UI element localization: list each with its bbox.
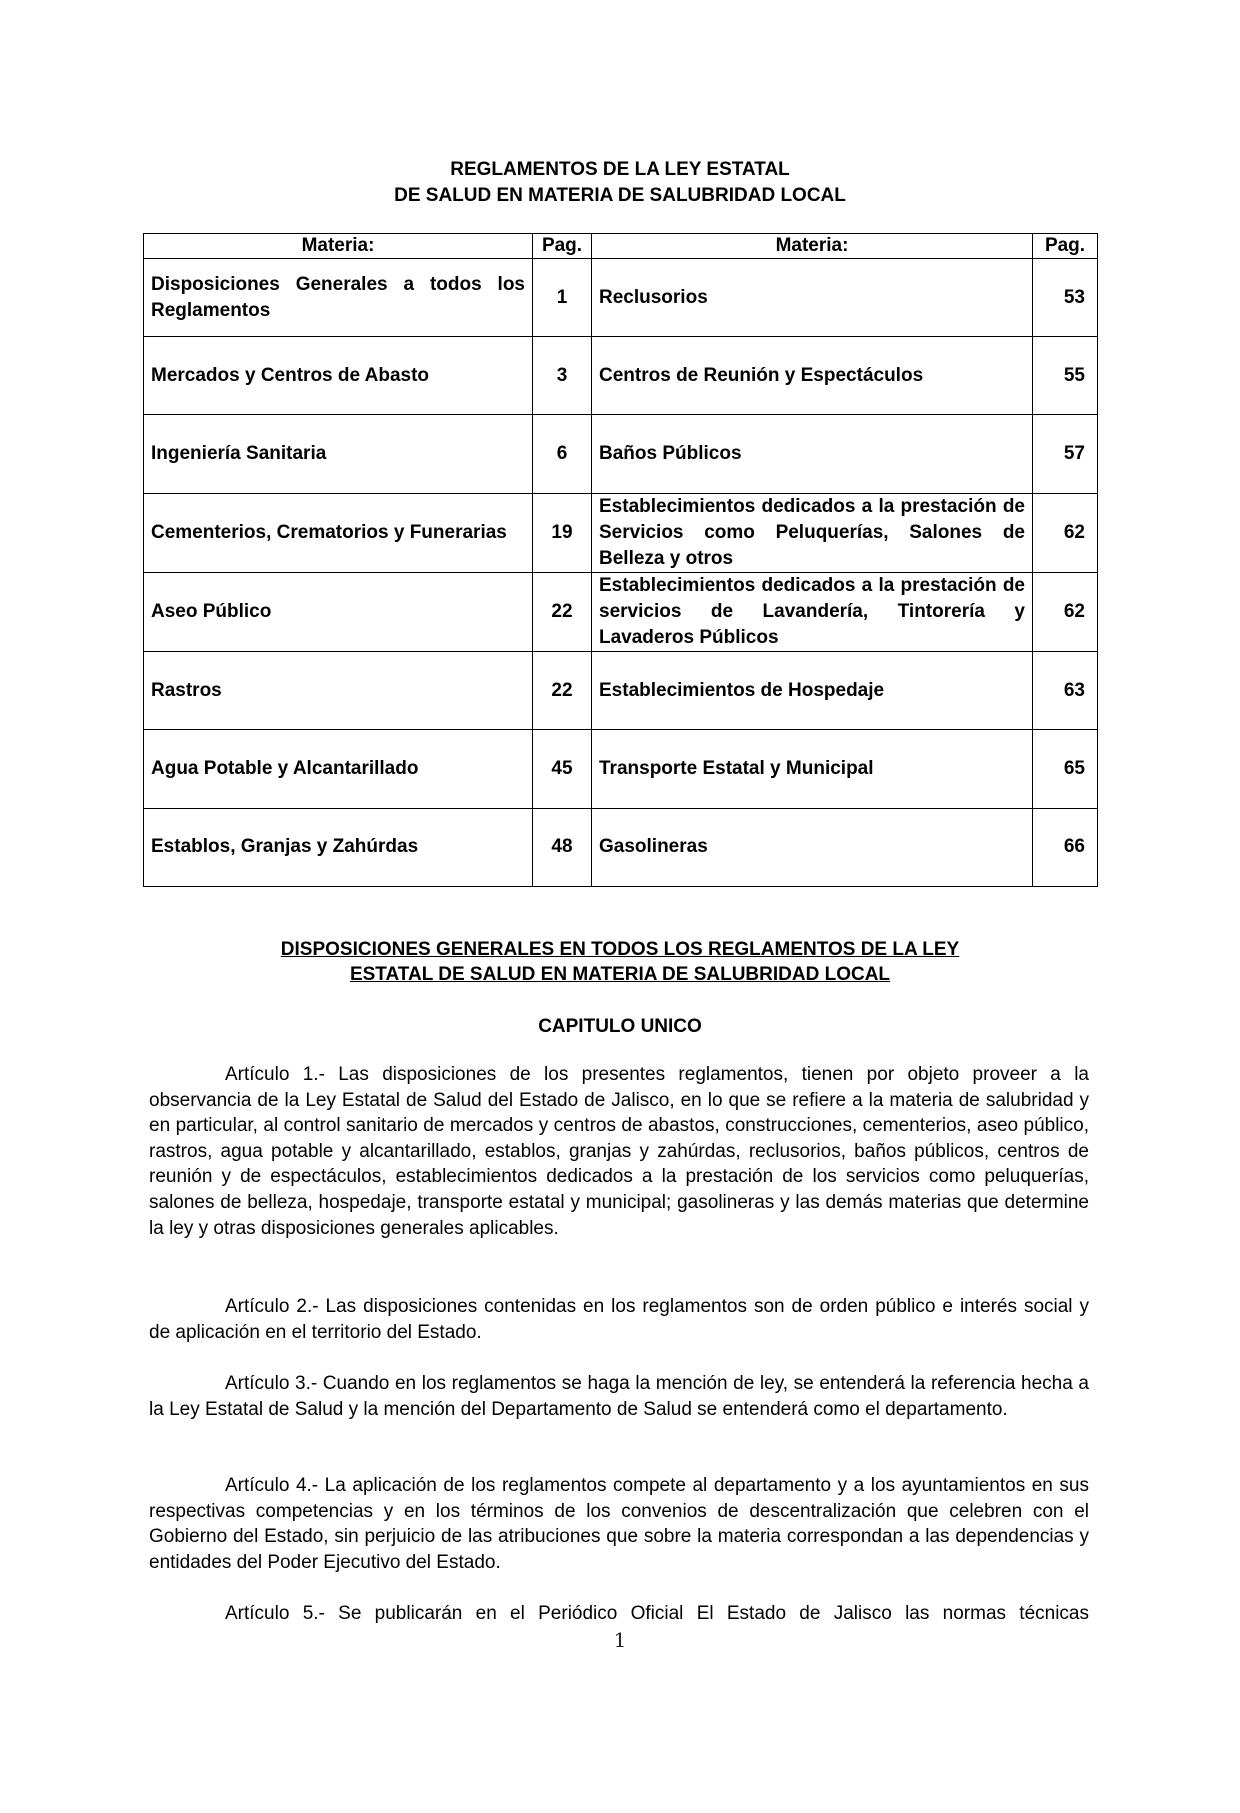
- article-1: Artículo 1.- Las disposiciones de los presentes reglamentos, tienen por objeto proveer a la observancia de la Ley Estatal de Salud del Estado de Jalisco, en lo que se refiere a la materia de salubridad y en particular, al control sanitario de mercados y centros de abastos, construcciones, cementerios, aseo público, rastros, agua potable y alcantarillado, establos, granjas y zahúrdas, reclusorios, baños públicos, centros de reunión y de espectáculos, establecimientos dedicados a la prestación de los servicios como peluquerías, salones de belleza, hospedaje, transporte estatal y municipal; gasolineras y las demás materias que determine la ley y otras disposiciones generales aplicables.: [149, 1064, 1089, 1239]
- toc-page: 55: [1033, 337, 1098, 415]
- page-number: 1: [613, 1628, 627, 1652]
- toc-page: 1: [533, 259, 592, 337]
- toc-materia: Aseo Público: [144, 572, 533, 651]
- table-row: [144, 572, 1098, 651]
- article-5: Artículo 5.- Se publicarán en el Periódico Oficial El Estado de Jalisco las normas técnicas: [225, 1603, 1089, 1624]
- toc-materia: Centros de Reunión y Espectáculos: [592, 337, 1033, 415]
- table-row: [144, 415, 1098, 493]
- table-row: [144, 259, 1098, 337]
- toc-header-pag-left: Pag.: [533, 234, 592, 259]
- chapter-heading: CAPITULO UNICO: [538, 1016, 702, 1037]
- toc-page: 53: [1033, 259, 1098, 337]
- toc-materia: Gasolineras: [592, 808, 1033, 886]
- toc-header-materia-right: Materia:: [592, 234, 1033, 259]
- toc-page: 22: [533, 652, 592, 730]
- toc-page: 3: [533, 337, 592, 415]
- table-row: [144, 652, 1098, 730]
- toc-page: 22: [533, 572, 592, 651]
- toc-page: 48: [533, 808, 592, 886]
- table-row: [144, 730, 1098, 808]
- toc-materia: Mercados y Centros de Abasto: [144, 337, 533, 415]
- article-2: Artículo 2.- Las disposiciones contenidas en los reglamentos son de orden público e interés social y de aplicación en el territorio del Estado.: [149, 1296, 1089, 1343]
- document-title-line-2: DE SALUD EN MATERIA DE SALUBRIDAD LOCAL: [394, 185, 846, 206]
- table-row: [144, 493, 1098, 572]
- toc-materia: Cementerios, Crematorios y Funerarias: [144, 493, 533, 572]
- article-3: Artículo 3.- Cuando en los reglamentos se haga la mención de ley, se entenderá la referencia hecha a la Ley Estatal de Salud y la mención del Departamento de Salud se entenderá como el departamento.: [149, 1373, 1089, 1420]
- toc-materia: Transporte Estatal y Municipal: [592, 730, 1033, 808]
- toc-header-row: [144, 234, 1098, 259]
- toc-page: 62: [1033, 493, 1098, 572]
- toc-materia: Establecimientos dedicados a la prestación de servicios de Lavandería, Tintorería y Lavaderos Públicos: [592, 572, 1033, 651]
- toc-materia: Establecimientos dedicados a la prestación de Servicios como Peluquerías, Salones de Belleza y otros: [592, 493, 1033, 572]
- toc-page: 66: [1033, 808, 1098, 886]
- toc-materia: Establos, Granjas y Zahúrdas: [144, 808, 533, 886]
- toc-materia: Reclusorios: [592, 259, 1033, 337]
- toc-materia: Rastros: [144, 652, 533, 730]
- toc-page: 19: [533, 493, 592, 572]
- table-row: [144, 337, 1098, 415]
- table-row: [144, 808, 1098, 886]
- toc-page: 62: [1033, 572, 1098, 651]
- toc-page: 45: [533, 730, 592, 808]
- toc-materia: Disposiciones Generales a todos los Reglamentos: [144, 259, 533, 337]
- section-heading-line-2: ESTATAL DE SALUD EN MATERIA DE SALUBRIDAD LOCAL: [349, 964, 891, 985]
- toc-header-pag-right: Pag.: [1033, 234, 1098, 259]
- toc-page: 57: [1033, 415, 1098, 493]
- section-heading-line-1: DISPOSICIONES GENERALES EN TODOS LOS REGLAMENTOS DE LA LEY: [280, 939, 960, 960]
- article-4: Artículo 4.- La aplicación de los reglamentos compete al departamento y a los ayuntamientos en sus respectivas competencias y en los términos de los convenios de descentralización que celebren con el Gobierno del Estado, sin perjuicio de las atribuciones que sobre la materia correspondan a las dependencias y entidades del Poder Ejecutivo del Estado.: [149, 1475, 1089, 1573]
- toc-materia: Agua Potable y Alcantarillado: [144, 730, 533, 808]
- document-title-line-1: REGLAMENTOS DE LA LEY ESTATAL: [450, 159, 790, 180]
- toc-header-materia-left: Materia:: [144, 234, 533, 259]
- toc-materia: Establecimientos de Hospedaje: [592, 652, 1033, 730]
- toc-materia: Ingeniería Sanitaria: [144, 415, 533, 493]
- toc-page: 65: [1033, 730, 1098, 808]
- table-of-contents: [143, 233, 1098, 887]
- toc-page: 63: [1033, 652, 1098, 730]
- toc-materia: Baños Públicos: [592, 415, 1033, 493]
- toc-page: 6: [533, 415, 592, 493]
